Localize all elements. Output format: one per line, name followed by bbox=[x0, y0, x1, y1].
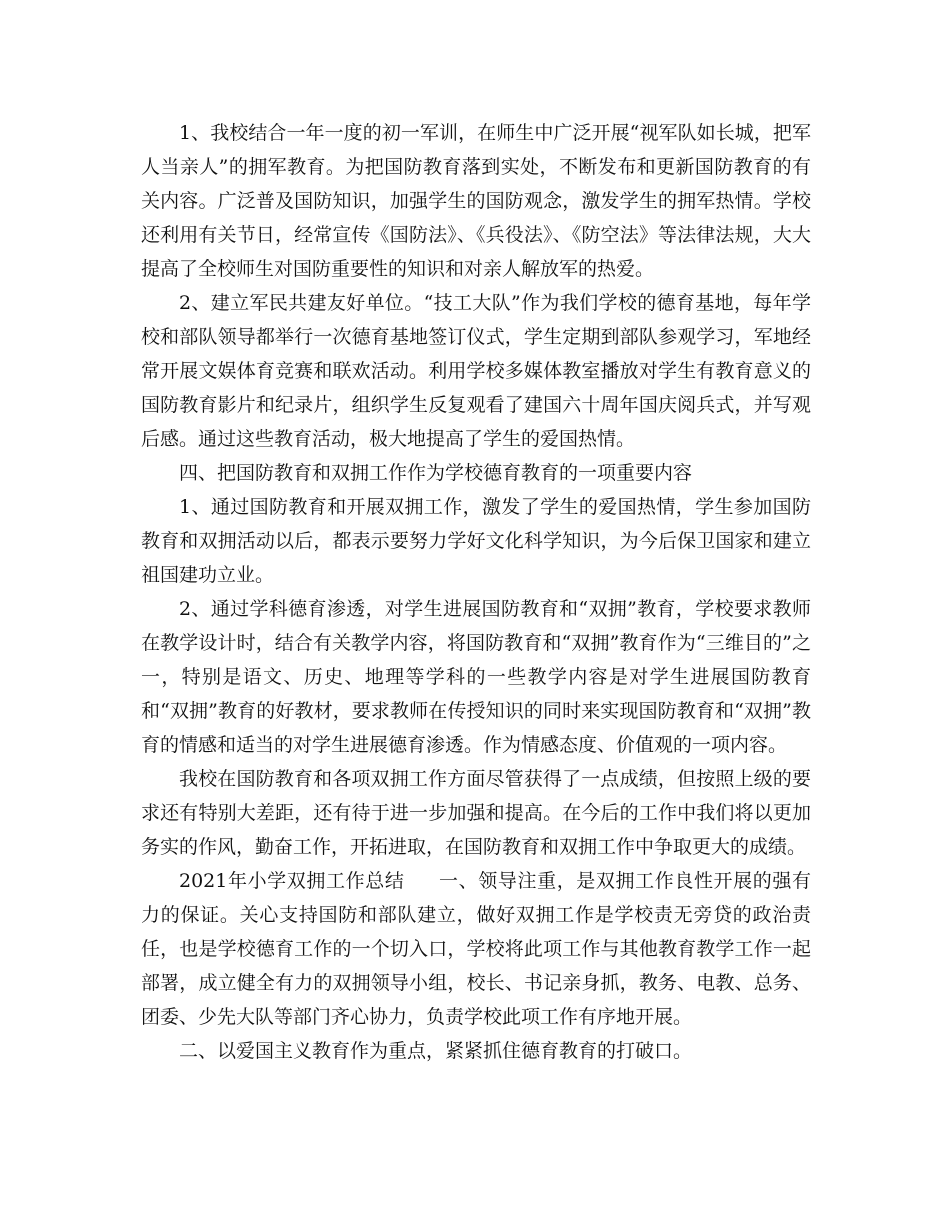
paragraph-subject-infiltration: 2、通过学科德育渗透，对学生进展国防教育和“双拥”教育，学校要求教师在教学设计时，结合有关教学内容，将国防教育和“双拥”教育作为“三维目的”之一，特别是语文、历史、地理等学科的一些教学内容是对学生进展国防教育和“双拥”教育的好教材，要求教师在传授知识的同时来实现国防教育和“双拥”教育的情感和适当的对学生进展德育渗透。作为情感态度、价值观的一项内容。 bbox=[141, 598, 811, 756]
section-heading-four: 四、把国防教育和双拥工作作为学校德育教育的一项重要内容 bbox=[179, 462, 693, 484]
paragraph-patriotic-enthusiasm: 1、通过国防教育和开展双拥工作，激发了学生的爱国热情，学生参加国防教育和双拥活动以后，都表示要努力学好文化科学知识，为今后保卫国家和建立祖国建功立业。 bbox=[141, 496, 811, 586]
summary-title: 2021年小学双拥工作总结 bbox=[179, 870, 405, 892]
paragraph-military-civilian: 2、建立军民共建友好单位。“技工大队”作为我们学校的德育基地，每年学校和部队领导都举行一次德育基地签订仪式，学生定期到部队参观学习，军地经常开展文娱体育竞赛和联欢活动。利用学校多媒体教室播放对学生有教育意义的国防教育影片和纪录片，组织学生反复观看了建国六十周年国庆阅兵式，并写观后感。通过这些教育活动，极大地提高了学生的爱国热情。 bbox=[141, 292, 811, 450]
document-page bbox=[141, 116, 811, 1068]
paragraph-summary bbox=[141, 864, 811, 1034]
summary-body: 一、领导注重，是双拥工作良性开展的强有力的保证。关心支持国防和部队建立，做好双拥工作是学校责无旁贷的政治责任，也是学校德育工作的一个切入口，学校将此项工作与其他教育教学工作一起部署，成立健全有力的双拥领导小组，校长、书记亲身抓，教务、电教、总务、团委、少先大队等部门齐心协力，负责学校此项工作有序地开展。 bbox=[141, 870, 811, 1028]
paragraph-army-training: 1、我校结合一年一度的初一军训，在师生中广泛开展“视军队如长城，把军人当亲人”的拥军教育。为把国防教育落到实处，不断发布和更新国防教育的有关内容。广泛普及国防知识，加强学生的国防观念，激发学生的拥军热情。学校还利用有关节日，经常宣传《国防法》、《兵役法》、《防空法》等法律法规，大大提高了全校师生对国防重要性的知识和对亲人解放军的热爱。 bbox=[141, 122, 811, 280]
paragraph-conclusion: 我校在国防教育和各项双拥工作方面尽管获得了一点成绩，但按照上级的要求还有特别大差距，还有待于进一步加强和提高。在今后的工作中我们将以更加务实的作风，勤奋工作，开拓进取，在国防教育和双拥工作中争取更大的成绩。 bbox=[141, 768, 811, 858]
paragraph-section-two: 二、以爱国主义教育作为重点，紧紧抓住德育教育的打破口。 bbox=[179, 1040, 693, 1062]
